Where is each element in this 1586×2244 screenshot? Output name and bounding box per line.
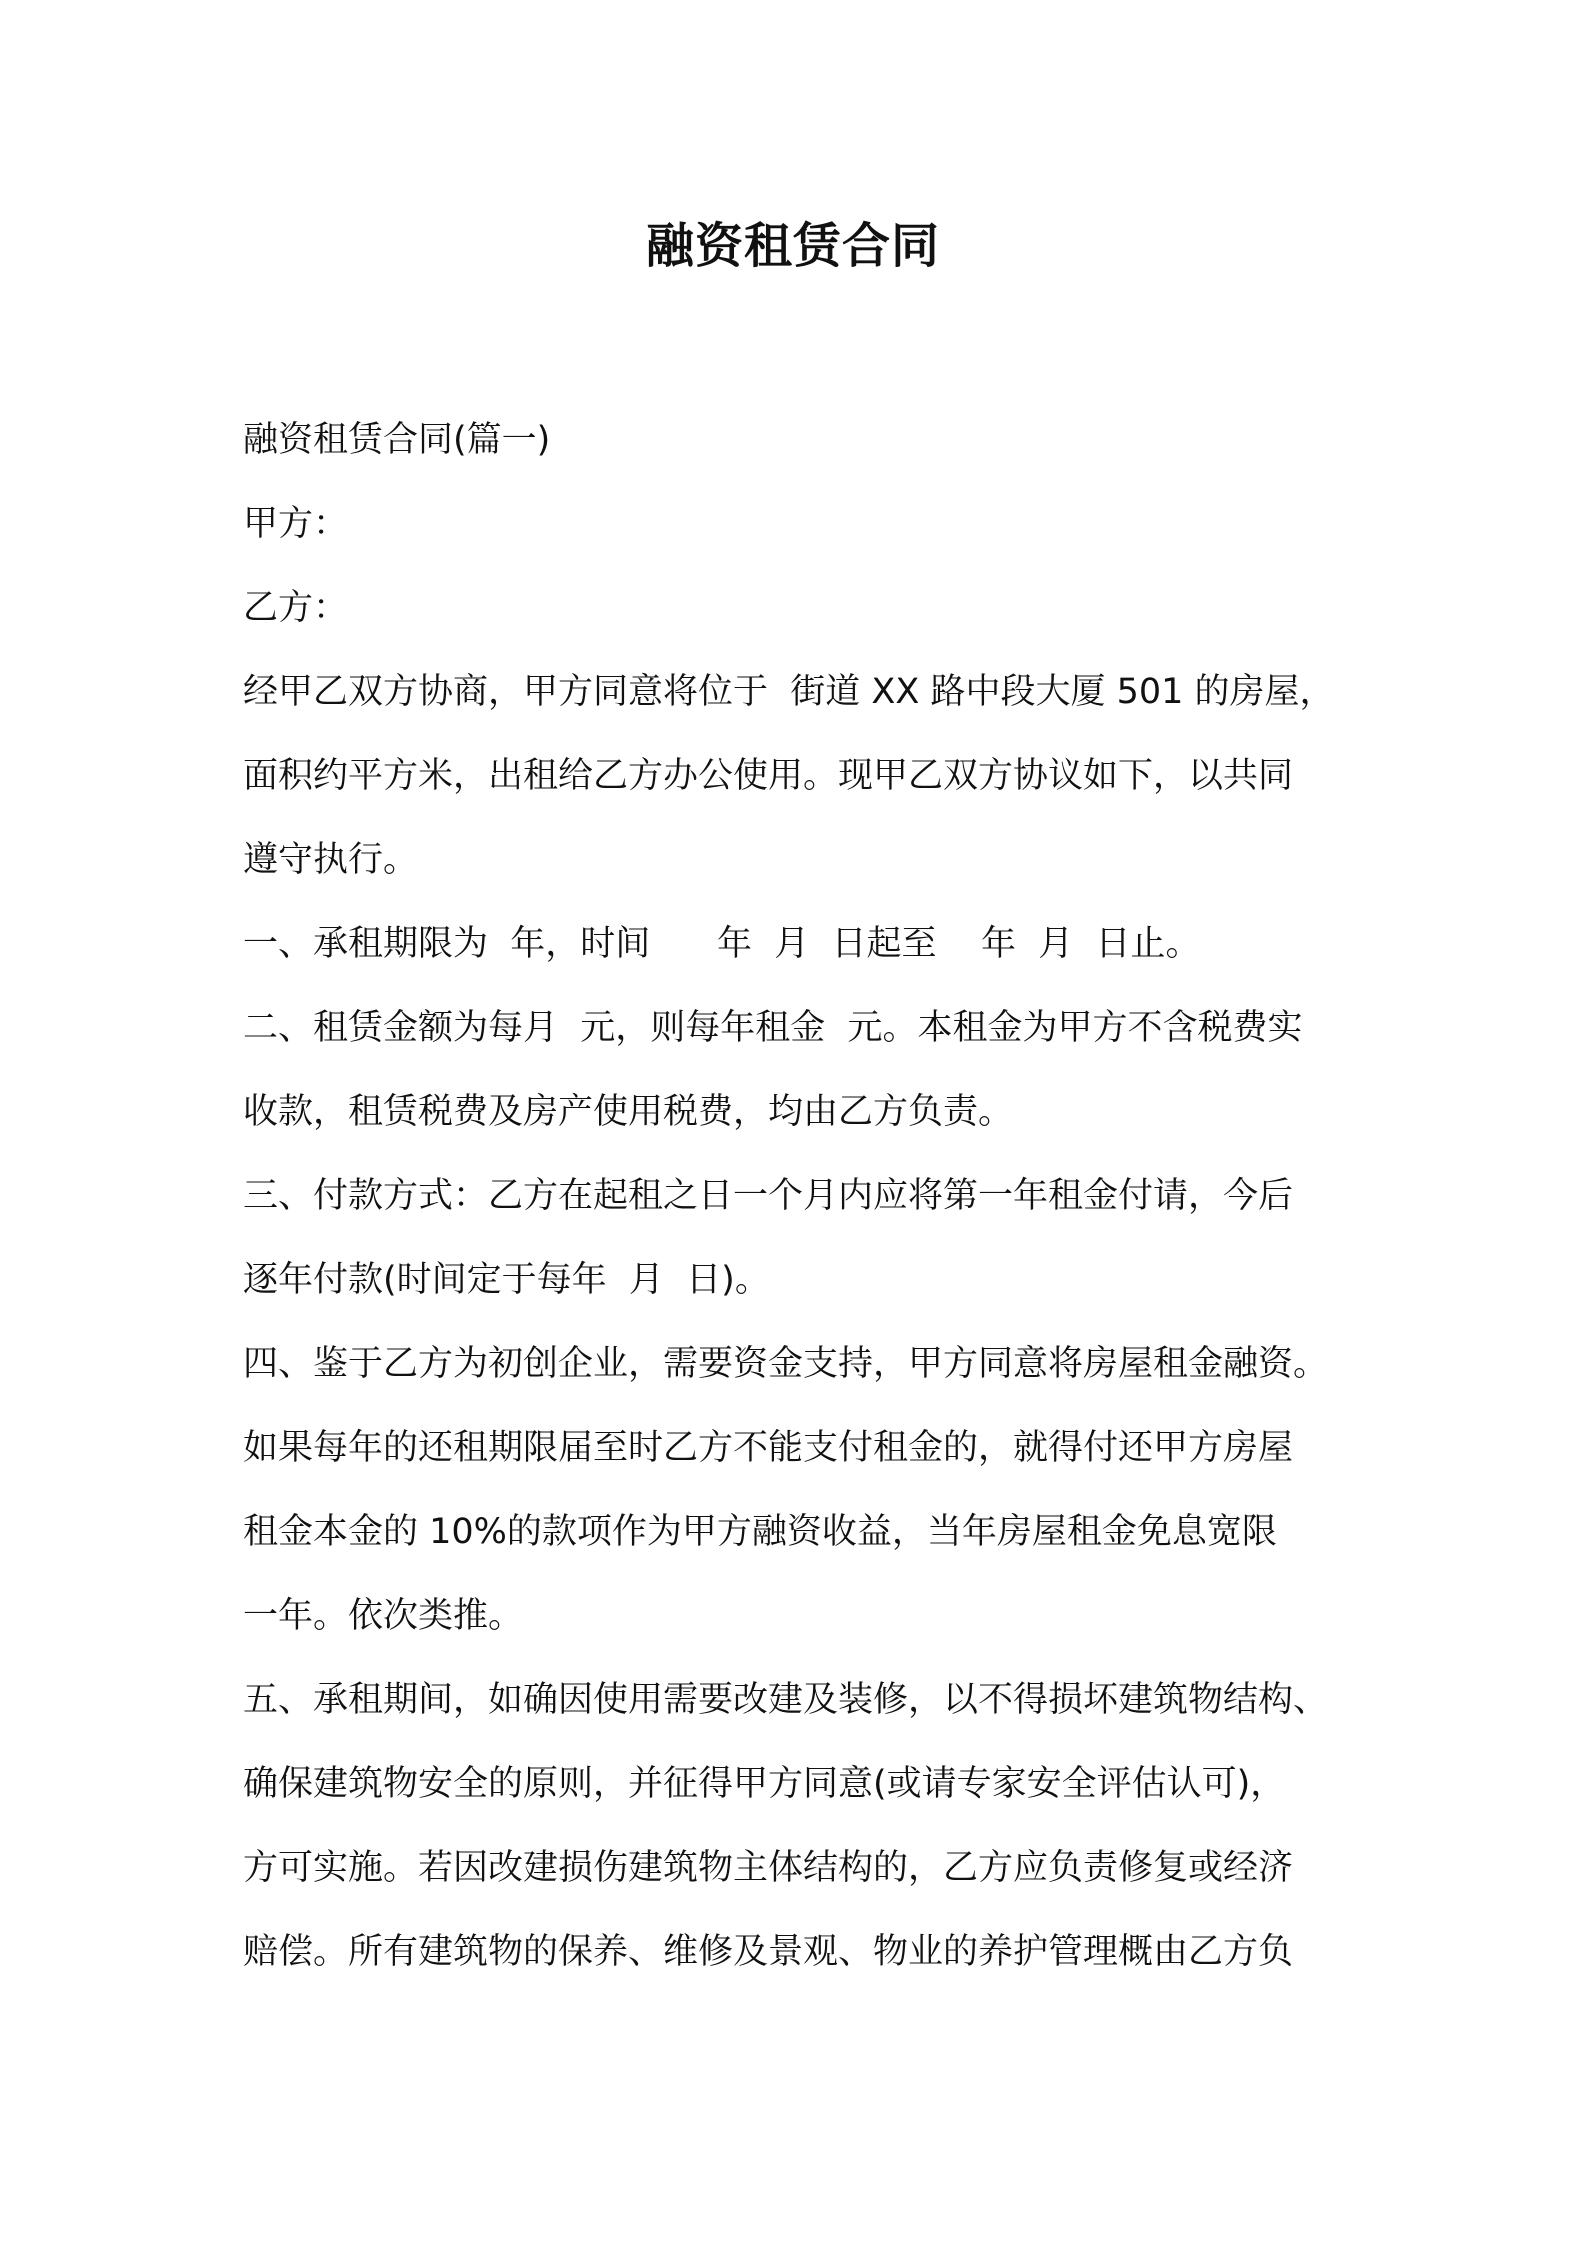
line-clause-5a: 五、承租期间，如确因使用需要改建及装修，以不得损坏建筑物结构、: [243, 1680, 1329, 1720]
line-intro-1: 经甲乙双方协商，甲方同意将位于 街道 XX 路中段大厦 501 的房屋，: [243, 672, 1335, 712]
line-intro-2: 面积约平方米，出租给乙方办公使用。现甲乙双方协议如下，以共同: [243, 756, 1294, 796]
line-clause-2b: 收款，租赁税费及房产使用税费，均由乙方负责。: [243, 1092, 1014, 1132]
line-clause-4d: 一年。依次类推。: [243, 1596, 524, 1636]
line-intro-3: 遵守执行。: [243, 840, 419, 880]
line-clause-3b: 逐年付款(时间定于每年 月 日)。: [243, 1260, 770, 1300]
document-body: [243, 398, 1358, 1994]
line-clause-4c: 租金本金的 10%的款项作为甲方融资收益，当年房屋租金免息宽限: [243, 1512, 1277, 1552]
line-clause-5c: 方可实施。若因改建损伤建筑物主体结构的，乙方应负责修复或经济: [243, 1848, 1294, 1888]
line-party-a: 甲方：: [243, 504, 349, 544]
line-heading-part-one: 融资租赁合同(篇一): [243, 420, 551, 460]
line-party-b: 乙方：: [243, 588, 349, 628]
document-title: 融资租赁合同: [645, 218, 940, 274]
line-clause-5d: 赔偿。所有建筑物的保养、维修及景观、物业的养护管理概由乙方负: [243, 1932, 1294, 1972]
line-clause-2a: 二、租赁金额为每月 元，则每年租金 元。本租金为甲方不含税费实: [243, 1008, 1303, 1048]
line-clause-3a: 三、付款方式：乙方在起租之日一个月内应将第一年租金付请，今后: [243, 1176, 1294, 1216]
line-clause-5b: 确保建筑物安全的原则，并征得甲方同意(或请专家安全评估认可)，: [243, 1764, 1286, 1804]
line-clause-4a: 四、鉴于乙方为初创企业，需要资金支持，甲方同意将房屋租金融资。: [243, 1344, 1329, 1384]
line-clause-4b: 如果每年的还租期限届至时乙方不能支付租金的，就得付还甲方房屋: [243, 1428, 1294, 1468]
line-clause-1: 一、承租期限为 年，时间 年 月 日起至 年 月 日止。: [243, 924, 1201, 964]
